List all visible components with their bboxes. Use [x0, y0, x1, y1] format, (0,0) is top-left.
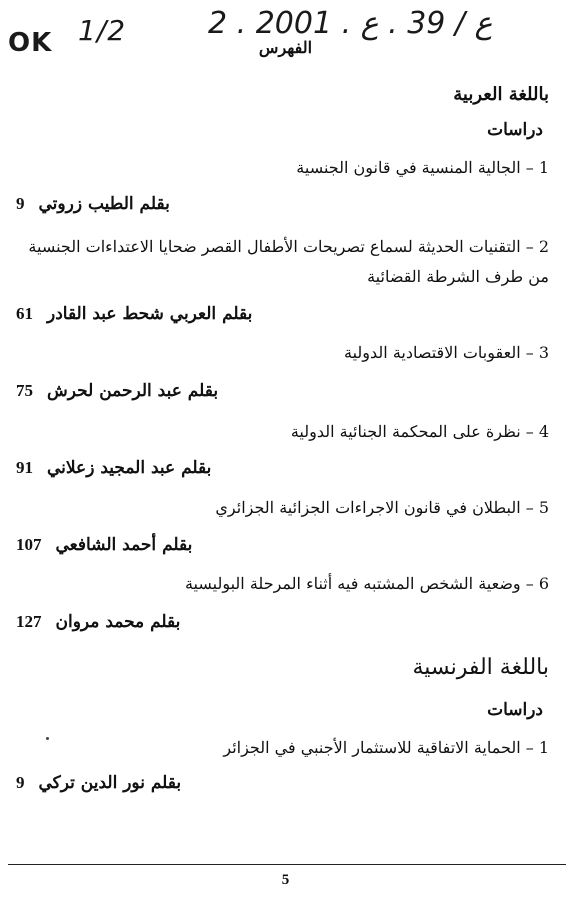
toc-author-name: بقلم العربي شحط عبد القادر	[47, 304, 253, 324]
toc-page-number: 91	[16, 458, 33, 477]
toc-author-name: بقلم الطيب زروتي	[38, 194, 170, 214]
toc-author-name: بقلم أحمد الشافعي	[55, 535, 193, 555]
subheading-studies-arabic: دراسات	[487, 120, 543, 140]
toc-page-number: 9	[16, 773, 25, 792]
toc-author-name: بقلم محمد مروان	[55, 612, 181, 632]
handwritten-reference: 2 . ع / 39 . ع . 2001	[208, 6, 493, 41]
toc-item-author-line	[16, 304, 252, 324]
toc-page-number: 107	[16, 535, 42, 554]
page-title: الفهرس	[258, 38, 313, 57]
footer-rule	[8, 864, 566, 865]
scan-speck	[46, 737, 49, 740]
subheading-studies-french: دراسات	[487, 700, 543, 720]
toc-item-author-line	[16, 535, 192, 555]
section-heading-french: باللغة الفرنسية	[412, 655, 549, 680]
toc-item-title: 2 – التقنيات الحديثة لسماع تصريحات الأطفال القصر ضحايا الاعتداءات الجنسية من طرف الشرطة القضائية	[28, 237, 549, 286]
toc-item-author-line	[16, 381, 218, 401]
section-heading-arabic: باللغة العربية	[453, 84, 549, 105]
toc-item-title: 3 – العقوبات الاقتصادية الدولية	[344, 343, 549, 362]
toc-page-number: 61	[16, 304, 33, 323]
toc-page-number: 75	[16, 381, 33, 400]
page-number: 5	[281, 872, 290, 888]
toc-item-author-line	[16, 458, 211, 478]
toc-item-title: 1 – الجالية المنسية في قانون الجنسية	[296, 158, 549, 177]
handwritten-fraction: 1/2	[78, 14, 127, 47]
toc-item-author-line	[16, 612, 180, 632]
toc-item-title: 1 – الحماية الاتفاقية للاستثمار الأجنبي في الجزائر	[223, 738, 549, 757]
toc-item-author-line	[16, 773, 181, 793]
toc-author-name: بقلم نور الدين تركي	[38, 773, 182, 793]
toc-author-name: بقلم عبد المجيد زعلاني	[47, 458, 212, 478]
toc-item-author-line	[16, 194, 170, 214]
toc-page-number: 9	[16, 194, 25, 213]
toc-item-title: 6 – وضعية الشخص المشتبه فيه أثناء المرحلة البوليسية	[184, 574, 549, 593]
handwritten-ok-mark: OK	[8, 28, 53, 58]
toc-page-number: 127	[16, 612, 42, 631]
toc-item-title: 5 – البطلان في قانون الاجراءات الجزائية الجزائري	[215, 498, 549, 517]
toc-item-title: 4 – نظرة على المحكمة الجنائية الدولية	[290, 422, 549, 441]
toc-author-name: بقلم عبد الرحمن لحرش	[47, 381, 219, 401]
